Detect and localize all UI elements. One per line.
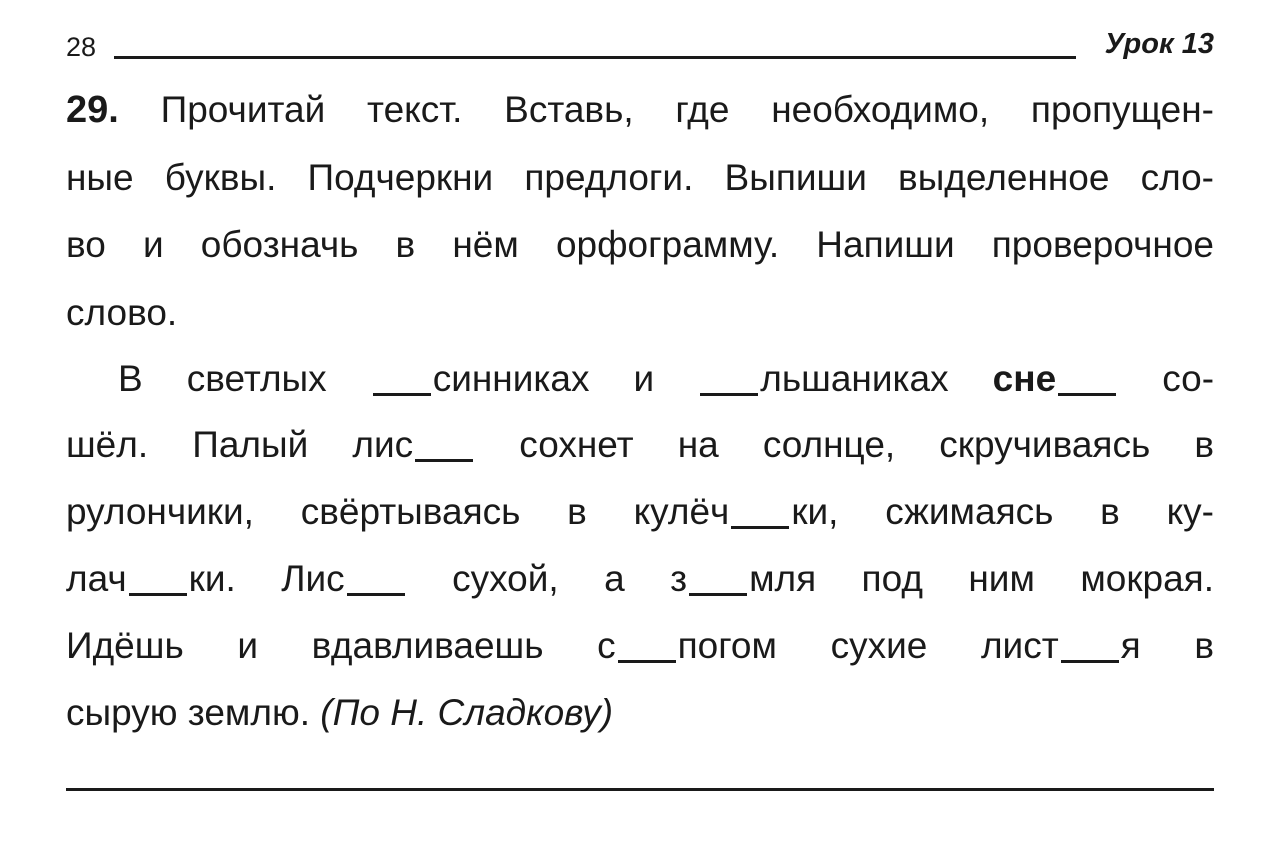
instruction-text: ные буквы. Подчеркни предлоги. Выпиши выделенное сло- <box>66 157 1214 198</box>
exercise-line-1 <box>66 349 1214 409</box>
text-fragment: лач <box>66 558 127 599</box>
text-fragment: сохнет на солнце, скручиваясь в <box>519 424 1214 465</box>
letter-blank[interactable] <box>347 593 405 596</box>
task-number: 29. <box>66 89 119 131</box>
letter-blank[interactable] <box>129 593 187 596</box>
lesson-title: Урок 13 <box>1104 28 1214 60</box>
highlighted-word: сне <box>992 358 1057 399</box>
text-fragment: ки. Лис <box>188 558 345 599</box>
page-number: 28 <box>66 32 97 62</box>
text-fragment: сырую землю. <box>66 692 310 733</box>
text-fragment: мля под ним мокрая. <box>749 558 1214 599</box>
exercise-line-6 <box>66 683 1214 743</box>
text-fragment: рулончики, свёртываясь в кулёч <box>66 491 730 532</box>
letter-blank[interactable] <box>689 593 747 596</box>
text-fragment: ки, сжимаясь в ку- <box>791 491 1214 532</box>
letter-blank[interactable] <box>731 526 789 529</box>
text-fragment: я в <box>1120 625 1214 666</box>
text-fragment: синниках и <box>432 358 655 399</box>
exercise-line-2 <box>66 415 1214 475</box>
instruction-line-2 <box>66 148 1214 208</box>
letter-blank[interactable] <box>415 459 473 462</box>
exercise-line-3 <box>66 482 1214 542</box>
instruction-line-3 <box>66 215 1214 275</box>
header-rule <box>114 56 1076 59</box>
letter-blank[interactable] <box>618 660 676 663</box>
text-fragment: В светлых <box>118 358 327 399</box>
instruction-line-1 <box>66 80 1214 140</box>
exercise-line-5 <box>66 616 1214 676</box>
answer-line[interactable] <box>66 788 1214 791</box>
letter-blank[interactable] <box>373 393 431 396</box>
text-fragment: сухой, а з <box>452 558 688 599</box>
text-fragment: Идёшь и вдавливаешь с <box>66 625 616 666</box>
instruction-line-4 <box>66 283 1214 343</box>
letter-blank[interactable] <box>1058 393 1116 396</box>
text-fragment: погом сухие лист <box>677 625 1059 666</box>
letter-blank[interactable] <box>1061 660 1119 663</box>
instruction-text: во и обозначь в нём орфограмму. Напиши проверочное <box>66 224 1214 265</box>
instruction-text: слово. <box>66 292 178 333</box>
text-fragment: со- <box>1162 358 1215 399</box>
text-fragment: льшаниках <box>760 358 949 399</box>
source-attribution: (По Н. Сладкову) <box>320 692 614 733</box>
page-header <box>66 28 1214 68</box>
instruction-text: Прочитай текст. Вставь, где необходимо, пропущен- <box>160 89 1215 130</box>
letter-blank[interactable] <box>700 393 758 396</box>
text-fragment: шёл. Палый лис <box>66 424 414 465</box>
exercise-line-4 <box>66 549 1214 609</box>
